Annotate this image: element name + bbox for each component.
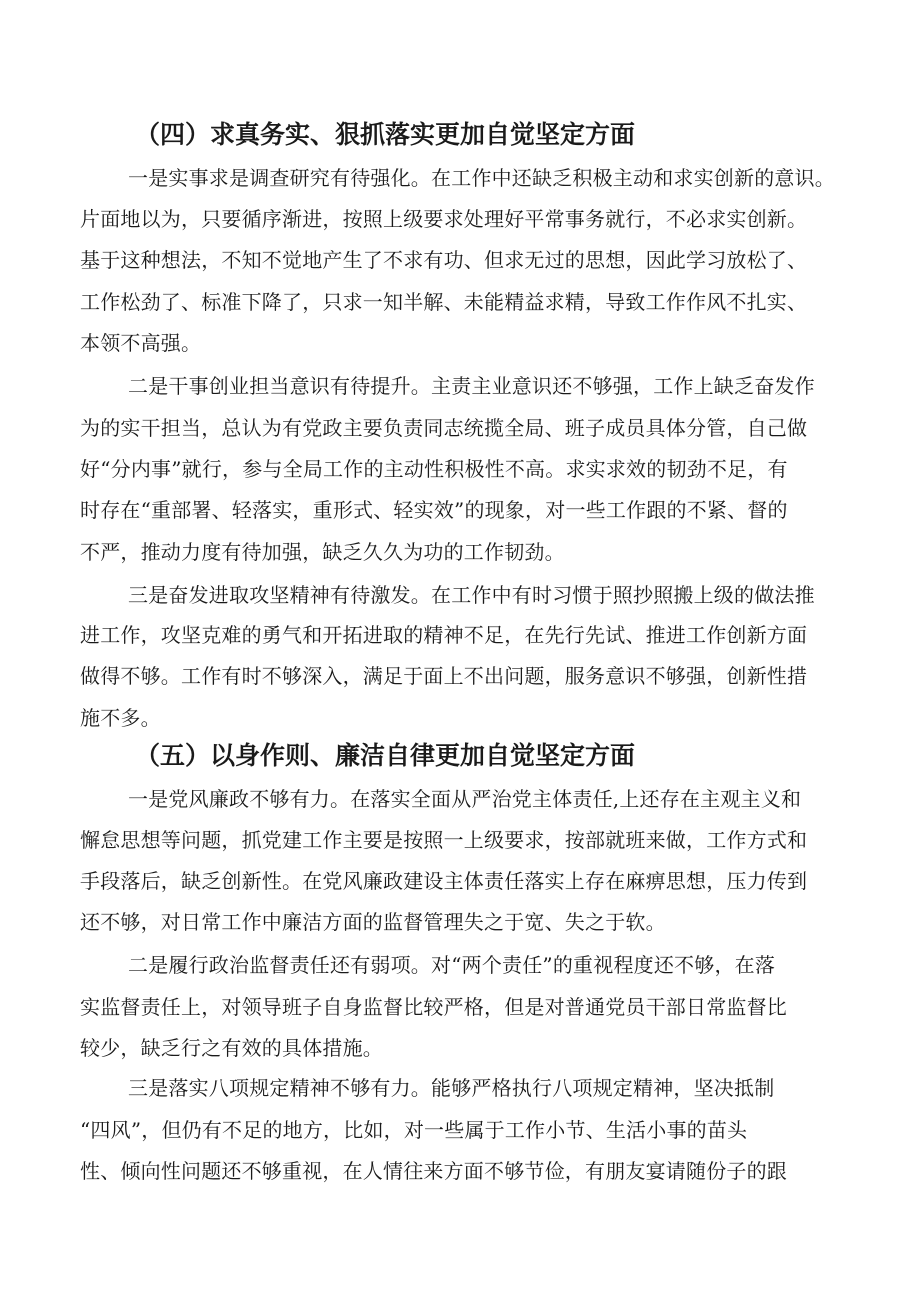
section-5-p2-line-2: 实监督责任上，对领导班子自身监督比较严格，但是对普通党员干部日常监督比 (80, 995, 787, 1019)
section-4-p1-line-4: 工作松劲了、标准下降了，只求一知半解、未能精益求精，导致工作作风不扎实、 (80, 290, 808, 314)
section-5-p1-line-2: 懈怠思想等问题，抓党建工作主要是按照一上级要求，按部就班来做，工作方式和 (80, 828, 808, 852)
section-4-p2-line-5: 不严，推动力度有待加强，缺乏久久为功的工作韧劲。 (80, 540, 565, 564)
section-5-heading: （五）以身作则、廉洁自律更加自觉坚定方面 (135, 741, 636, 770)
section-5-p3-line-3: 性、倾向性问题还不够重视，在人情往来方面不够节俭，有朋友宴请随份子的跟 (80, 1159, 787, 1183)
section-4-p1-line-1: 一是实事求是调查研究有待强化。在工作中还缺乏积极主动和求实创新的意识。 (128, 166, 835, 190)
section-5-p3-line-1: 三是落实八项规定精神不够有力。能够严格执行八项规定精神，坚决抵制 (128, 1076, 775, 1100)
section-5-p2-line-3: 较少，缺乏行之有效的具体措施。 (80, 1036, 383, 1060)
section-4-p2-line-1: 二是干事创业担当意识有待提升。主责主业意识还不够强，工作上缺乏奋发作 (128, 374, 815, 398)
section-4-p2-line-2: 为的实干担当，总认为有党政主要负责同志统揽全局、班子成员具体分管，自己做 (80, 416, 808, 440)
section-4-p2-line-3: 好“分内事”就行，参与全局工作的主动性积极性不高。求实求效的韧劲不足，有 (80, 457, 788, 481)
section-4-p3-line-2: 进工作，攻坚克难的勇气和开拓进取的精神不足，在先行先试、推进工作创新方面 (80, 623, 808, 647)
section-4-p3-line-3: 做得不够。工作有时不够深入，满足于面上不出问题，服务意识不够强，创新性措 (80, 664, 808, 688)
section-4-heading: （四）求真务实、狠抓落实更加自觉坚定方面 (135, 120, 636, 149)
section-4-p1-line-3: 基于这种想法，不知不觉地产生了不求有功、但求无过的思想，因此学习放松了、 (80, 248, 808, 272)
section-4-p3-line-1: 三是奋发进取攻坚精神有待激发。在工作中有时习惯于照抄照搬上级的做法推 (128, 583, 815, 607)
section-5-p1-line-1: 一是党风廉政不够有力。在落实全面从严治党主体责任,上还存在主观主义和 (128, 787, 802, 811)
section-4-p3-line-4: 施不多。 (80, 706, 161, 730)
section-4-p1-line-5: 本领不高强。 (80, 331, 202, 355)
section-5-p2-line-1: 二是履行政治监督责任还有弱项。对“两个责任”的重视程度还不够，在落 (128, 953, 776, 977)
section-5-p1-line-3: 手段落后，缺乏创新性。在党风廉政建设主体责任落实上存在麻痹思想，压力传到 (80, 869, 808, 893)
section-5-p3-line-2: “四风”，但仍有不足的地方，比如，对一些属于工作小节、生活小事的苗头 (80, 1118, 748, 1142)
section-4-p2-line-4: 时存在“重部署、轻落实，重形式、轻实效”的现象，对一些工作跟的不紧、督的 (80, 498, 788, 522)
section-4-p1-line-2: 片面地以为，只要循序渐进，按照上级要求处理好平常事务就行，不必求实创新。 (80, 207, 808, 231)
section-5-p1-line-4: 还不够，对日常工作中廉洁方面的监督管理失之于宽、失之于软。 (80, 910, 666, 934)
